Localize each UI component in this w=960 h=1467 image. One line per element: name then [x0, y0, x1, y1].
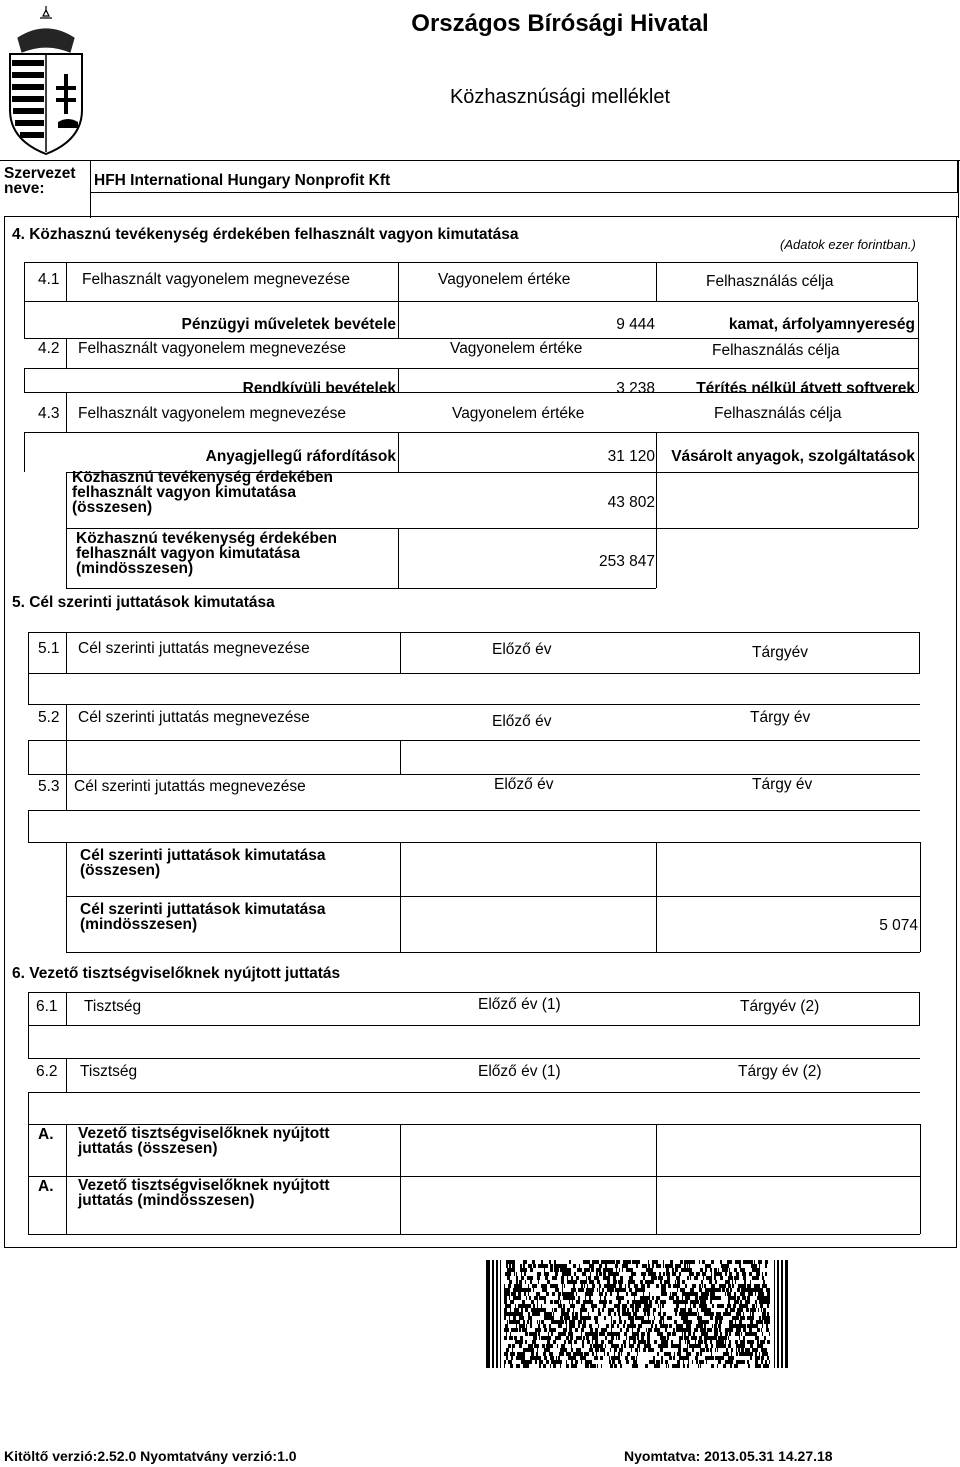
row-4-3-value: 31 120 [607, 448, 655, 465]
col-4-1-value: Vagyonelem értéke [438, 271, 571, 288]
row-5-1-num: 5.1 [38, 640, 60, 657]
row-4-2-purpose: Térítés nélkül átvett softverek [696, 380, 915, 397]
header-subtitle: Közhasznúsági melléklet [449, 86, 671, 108]
footer-filler-version: Kitöltő verzió:2.52.0 Nyomtatvány verzió:1.0 [4, 1448, 297, 1464]
units-note: (Adatok ezer forintban.) [780, 237, 916, 252]
col-5-1-prev: Előző év [492, 641, 552, 658]
main-frame [4, 216, 957, 1248]
row-4-3-name: Anyagjellegű ráfordítások [205, 448, 396, 465]
section5-grand-label: Cél szerinti juttatások kimutatása (mindösszesen) [80, 901, 326, 933]
col-5-2-curr: Tárgy év [750, 709, 811, 726]
col-4-3-purpose: Felhasználás célja [714, 405, 842, 422]
section4-total-value: 43 802 [607, 494, 655, 511]
col-4-2-value: Vagyonelem értéke [450, 340, 583, 357]
header-title: Országos Bírósági Hivatal [411, 10, 709, 37]
col-4-2-purpose: Felhasználás célja [712, 342, 840, 359]
col-5-1-name: Cél szerinti juttatás megnevezése [78, 640, 310, 657]
section5-title: 5. Cél szerinti juttatások kimutatása [12, 594, 275, 611]
section6-total-num: A. [38, 1126, 54, 1143]
row-4-1-purpose: kamat, árfolyamnyereség [728, 316, 915, 333]
col-6-2-prev: Előző év (1) [478, 1063, 561, 1080]
row-4-3-purpose: Vásárolt anyagok, szolgáltatások [671, 448, 915, 465]
pdf417-barcode [486, 1260, 788, 1368]
col-4-2-name: Felhasznált vagyonelem megnevezése [78, 340, 346, 357]
col-5-2-name: Cél szerinti juttatás megnevezése [78, 709, 310, 726]
coat-of-arms-icon [0, 4, 92, 160]
row-6-1-num: 6.1 [36, 998, 58, 1015]
row-5-3-num: 5.3 [38, 778, 60, 795]
section5-total-label: Cél szerinti juttatások kimutatása (összesen) [80, 847, 326, 879]
col-5-3-prev: Előző év [494, 776, 554, 793]
col-6-1-name: Tisztség [84, 998, 142, 1015]
col-5-1-curr: Tárgyév [752, 644, 808, 661]
org-name-value: HFH International Hungary Nonprofit Kft [94, 172, 391, 189]
row-4-2-num: 4.2 [38, 340, 60, 357]
section4-grand-value: 253 847 [598, 553, 655, 570]
row-4-2-value: 3 238 [616, 380, 655, 397]
section6-grand-label: Vezető tisztségviselőknek nyújtott juttatás (mindösszesen) [78, 1177, 330, 1209]
col-5-2-prev: Előző év [492, 713, 552, 730]
footer-printed: Nyomtatva: 2013.05.31 14.27.18 [624, 1448, 833, 1464]
section4-total-label: Közhasznú tevékenység érdekében felhasznált vagyon kimutatása (összesen) [72, 469, 334, 516]
section4-title: 4. Közhasznú tevékenység érdekében felhasznált vagyon kimutatása [12, 226, 519, 243]
row-4-2-name: Rendkívüli bevételek [242, 380, 396, 397]
row-5-2-num: 5.2 [38, 709, 60, 726]
col-5-3-name: Cél szerinti jutattás megnevezése [74, 778, 306, 795]
org-label: Szervezet neve: [4, 165, 76, 197]
col-4-3-value: Vagyonelem értéke [452, 405, 585, 422]
section4-grand-label: Közhasznú tevékenység érdekében felhasznált vagyon kimutatása (mindösszesen) [76, 530, 338, 577]
row-4-1-num: 4.1 [38, 271, 60, 288]
col-6-2-name: Tisztség [80, 1063, 138, 1080]
col-6-2-curr: Tárgy év (2) [738, 1063, 822, 1080]
section6-total-label: Vezető tisztségviselőknek nyújtott juttatás (összesen) [78, 1125, 330, 1157]
col-6-1-prev: Előző év (1) [478, 996, 561, 1013]
row-4-1-value: 9 444 [616, 316, 655, 333]
row-4-1-name: Pénzügyi műveletek bevétele [181, 316, 396, 333]
col-4-3-name: Felhasznált vagyonelem megnevezése [78, 405, 346, 422]
row-4-3-num: 4.3 [38, 405, 60, 422]
section6-grand-num: A. [38, 1178, 54, 1195]
section6-title: 6. Vezető tisztségviselőknek nyújtott juttatás [12, 965, 341, 982]
section5-grand-value: 5 074 [879, 917, 918, 934]
col-6-1-curr: Tárgyév (2) [740, 998, 820, 1015]
row-6-2-num: 6.2 [36, 1063, 58, 1080]
col-4-1-name: Felhasznált vagyonelem megnevezése [82, 271, 350, 288]
col-5-3-curr: Tárgy év [752, 776, 813, 793]
col-4-1-purpose: Felhasználás célja [706, 273, 834, 290]
